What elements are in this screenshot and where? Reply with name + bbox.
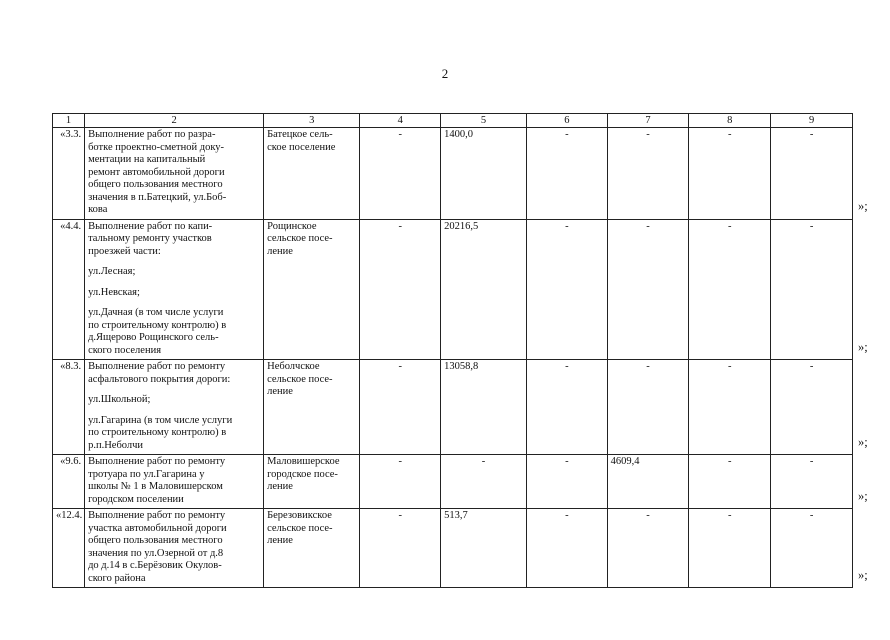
row-closing-quote: »;	[858, 339, 868, 354]
value-cell-9: -	[771, 455, 853, 509]
value-cell-6: -	[526, 360, 607, 455]
description-line: проезжей части:	[88, 245, 161, 257]
column-header-3: 3	[264, 114, 360, 128]
row-closing-quote: »;	[858, 488, 868, 503]
table-body	[53, 128, 853, 588]
value-cell-5: 20216,5	[441, 219, 527, 360]
work-description	[85, 128, 264, 220]
description-line: общего пользования местного	[88, 179, 223, 190]
description-item-line: ул.Дачная (в том числе услуги	[88, 307, 224, 318]
description-line: значения в п.Батецкий, ул.Боб-	[88, 191, 227, 203]
value-cell-4: -	[360, 455, 441, 509]
table-row	[53, 455, 853, 509]
description-line: ремонт автомобильной дороги	[88, 166, 225, 178]
settlement-name	[264, 219, 360, 360]
settlement-line: ление	[267, 535, 293, 546]
settlement-line: Рощинское	[267, 220, 317, 232]
row-closing-quote: »;	[858, 199, 868, 213]
description-line: участка автомобильной дороги	[88, 522, 227, 534]
description-line: тальному ремонту участков	[88, 233, 212, 244]
description-item-line: д.Ящерово Рощинского сель-	[88, 332, 219, 343]
description-item-line: ул.Гагарина (в том числе услуги	[88, 414, 233, 426]
settlement-name	[264, 455, 360, 509]
value-cell-6: -	[526, 509, 607, 588]
work-description	[85, 509, 264, 588]
column-header-5: 5	[441, 114, 527, 128]
description-line: Выполнение работ по ремонту	[88, 510, 226, 521]
work-description	[85, 360, 264, 455]
column-header-4: 4	[360, 114, 441, 128]
value-cell-7: -	[607, 509, 689, 588]
table-row	[53, 509, 853, 588]
description-line: общего пользования местного	[88, 535, 223, 546]
description-line: Выполнение работ по капи-	[88, 220, 213, 232]
settlement-line: сельское посе-	[267, 522, 333, 534]
column-header-2: 2	[85, 114, 264, 128]
row-number: «12.4.	[53, 509, 85, 588]
description-line: асфальтового покрытия дороги:	[88, 373, 231, 385]
row-number: «9.6.	[53, 455, 85, 509]
row-number: «4.4.	[53, 219, 85, 360]
settlement-line: городское посе-	[267, 468, 338, 480]
value-cell-7: 4609,4	[607, 455, 689, 509]
settlement-name	[264, 360, 360, 455]
value-cell-5: -	[441, 455, 527, 509]
work-description	[85, 455, 264, 509]
value-cell-5: 1400,0	[441, 128, 527, 220]
value-cell-6: -	[526, 455, 607, 509]
value-cell-9: -	[771, 360, 853, 455]
settlement-line: Батецкое сель-	[267, 129, 333, 140]
value-cell-7: -	[607, 360, 689, 455]
description-item-line: по строительному контролю) в	[88, 319, 227, 331]
settlement-line: сельское посе-	[267, 373, 333, 385]
table-row	[53, 128, 853, 220]
description-line: городском поселении	[88, 493, 184, 505]
value-cell-5: 13058,8	[441, 360, 527, 455]
column-header-9: 9	[771, 114, 853, 128]
settlement-line: Березовикское	[267, 510, 332, 521]
settlement-line: ление	[267, 386, 293, 397]
description-item-line: по строительному контролю) в	[88, 427, 227, 438]
description-line: тротуара по ул.Гагарина у	[88, 468, 205, 480]
value-cell-9: -	[771, 509, 853, 588]
value-cell-9: -	[771, 128, 853, 220]
value-cell-4: -	[360, 219, 441, 360]
page-number: 2	[441, 66, 449, 81]
description-item-line: ул.Лесная;	[88, 266, 136, 277]
column-header-1: 1	[53, 114, 85, 128]
description-line: Выполнение работ по ремонту	[88, 456, 226, 467]
value-cell-8: -	[689, 128, 771, 220]
description-line: Выполнение работ по разра-	[88, 129, 216, 140]
table-header-row	[53, 114, 853, 128]
work-description	[85, 219, 264, 360]
description-item-line: ул.Невская;	[88, 286, 140, 298]
value-cell-6: -	[526, 128, 607, 220]
settlement-line: сельское посе-	[267, 233, 333, 244]
column-header-8: 8	[689, 114, 771, 128]
value-cell-4: -	[360, 509, 441, 588]
value-cell-8: -	[689, 360, 771, 455]
value-cell-4: -	[360, 360, 441, 455]
settlement-line: ление	[267, 245, 293, 257]
document-table	[52, 113, 853, 588]
description-line: ботке проектно-сметной доку-	[88, 141, 225, 153]
description-line: до д.14 в с.Берёзовик Окулов-	[88, 560, 222, 571]
column-header-6: 6	[526, 114, 607, 128]
row-number: «8.3.	[53, 360, 85, 455]
settlement-line: ление	[267, 481, 293, 492]
description-line: ментации на капитальный	[88, 154, 206, 165]
value-cell-5: 513,7	[441, 509, 527, 588]
value-cell-7: -	[607, 128, 689, 220]
settlement-name	[264, 128, 360, 220]
settlement-line: Неболчское	[267, 361, 320, 372]
row-number: «3.3.	[53, 128, 85, 220]
description-line: значения по ул.Озерной от д.8	[88, 547, 224, 559]
value-cell-8: -	[689, 455, 771, 509]
description-item-line: ского поселения	[88, 344, 162, 356]
table-row	[53, 219, 853, 360]
value-cell-8: -	[689, 219, 771, 360]
description-line: школы № 1 в Маловишерском	[88, 481, 223, 492]
settlement-line: Маловишерское	[267, 456, 340, 467]
settlement-line: ское поселение	[267, 141, 336, 153]
description-item-line: р.п.Неболчи	[88, 439, 144, 451]
table-row	[53, 360, 853, 455]
description-line: кова	[88, 204, 108, 215]
value-cell-6: -	[526, 219, 607, 360]
row-closing-quote: »;	[858, 567, 868, 582]
value-cell-4: -	[360, 128, 441, 220]
description-item-line: ул.Школьной;	[88, 394, 151, 405]
description-line: ского района	[88, 572, 146, 584]
column-header-7: 7	[607, 114, 689, 128]
value-cell-9: -	[771, 219, 853, 360]
value-cell-7: -	[607, 219, 689, 360]
value-cell-8: -	[689, 509, 771, 588]
description-line: Выполнение работ по ремонту	[88, 361, 226, 372]
row-closing-quote: »;	[858, 434, 868, 449]
settlement-name	[264, 509, 360, 588]
